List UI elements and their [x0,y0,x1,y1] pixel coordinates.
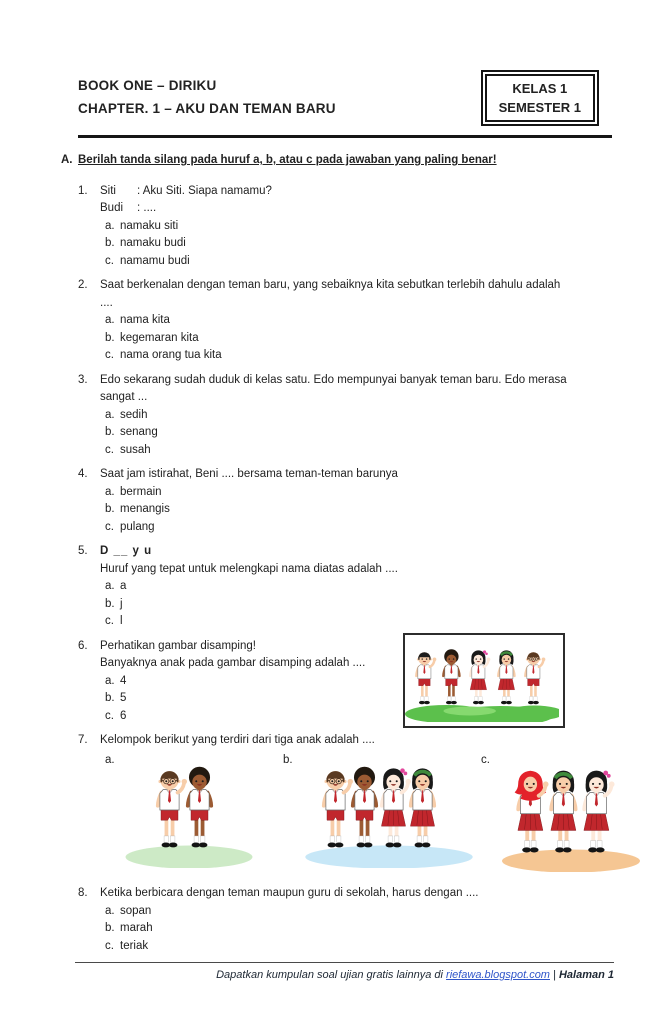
answer-option-picture-a: a. [105,752,283,879]
children-illustration-three-girls [496,756,646,872]
answer-option: c. teriak [105,939,149,952]
children-illustration-five-kids [405,635,559,722]
answer-option: b. namaku budi [105,237,186,249]
answer-option-picture-b: b. [283,752,481,879]
answer-option: a. sedih [105,408,148,421]
question-5 [78,543,612,631]
answer-option-picture-c: c. [481,752,646,879]
question-text: Edo sekarang sudah duduk di kelas satu. Edo mempunyai banyak teman baru. Edo merasa [100,373,567,386]
question-number: 2. [78,279,88,291]
children-illustration-four-kids [298,756,480,868]
question-7 [78,732,612,878]
answer-option: b. marah [105,922,153,934]
question-text: .... [100,296,113,309]
question-text: Banyaknya anak pada gambar disamping adalah .... [100,657,366,669]
page-footer [75,962,614,985]
answer-option: b. j [105,597,123,610]
section-a-heading [61,152,612,170]
chapter-title: CHAPTER. 1 – AKU DAN TEMAN BARU [78,101,336,116]
question-text: Perhatikan gambar disamping! [100,639,256,652]
answer-option: c. namamu budi [105,254,190,267]
dialog-speaker: Budi [100,202,124,214]
question-text: Huruf yang tepat untuk melengkapi nama diatas adalah .... [100,562,398,575]
dialog-text: : .... [137,202,157,214]
children-illustration-two-boys [120,756,258,868]
footer-blog-link[interactable]: riefawa.blogspot.com [446,969,550,981]
question-4 [78,466,612,536]
question-8 [78,885,612,955]
question-text: Ketika berbicara dengan teman maupun guru di sekolah, harus dengan .... [100,887,479,899]
answer-option: b. kegemaran kita [105,331,199,344]
question-6-picture-frame [403,633,565,728]
page-header [78,74,612,126]
answer-option: a. namaku siti [105,219,179,232]
badge-semester: SEMESTER 1 [498,100,581,115]
question-number: 7. [78,734,88,746]
page-number: Halaman 1 [558,969,614,981]
question-name-puzzle: D __ y u [100,545,153,557]
question-6 [78,638,612,726]
answer-option: c. nama orang tua kita [105,349,222,361]
answer-option: a. sopan [105,904,152,917]
question-text: Saat berkenalan dengan teman baru, yang sebaiknya kita sebutkan terlebih dahulu adalah [100,279,561,291]
answer-option: a. 4 [105,674,127,687]
answer-option: b. 5 [105,692,127,704]
question-3 [78,372,612,460]
question-number: 1. [78,184,88,197]
question-number: 3. [78,373,88,386]
question-number: 8. [78,887,88,899]
answer-option: c. 6 [105,709,127,722]
answer-option: b. menangis [105,503,170,515]
document-title [78,74,336,120]
answer-option: c. l [105,615,123,627]
footer-text: Dapatkan kumpulan soal ujian gratis lainnya di [216,969,447,981]
answer-option: c. pulang [105,520,155,533]
answer-option: a. nama kita [105,314,170,326]
dialog-text: : Aku Siti. Siapa namamu? [137,184,272,197]
class-semester-badge [481,70,599,126]
question-1 [78,183,612,271]
question-number: 5. [78,545,88,557]
answer-option: a. a [105,580,127,592]
dialog-speaker: Siti [100,184,116,197]
question-text: Saat jam istirahat, Beni .... bersama teman-teman barunya [100,468,398,480]
footer-separator: | [549,969,559,981]
question-text: sangat ... [100,391,148,403]
answer-option: a. bermain [105,485,162,498]
section-label: A. [61,154,73,166]
book-title: BOOK ONE – DIRIKU [78,78,217,93]
question-2 [78,277,612,365]
badge-class: KELAS 1 [512,81,568,96]
section-instruction: Berilah tanda silang pada huruf a, b, atau c pada jawaban yang paling benar! [78,154,497,166]
question-number: 6. [78,639,88,652]
question-number: 4. [78,468,88,480]
answer-option: b. senang [105,426,158,438]
header-divider [78,135,612,138]
answer-option: c. susah [105,443,151,456]
question-text: Kelompok berikut yang terdiri dari tiga anak adalah .... [100,734,375,746]
